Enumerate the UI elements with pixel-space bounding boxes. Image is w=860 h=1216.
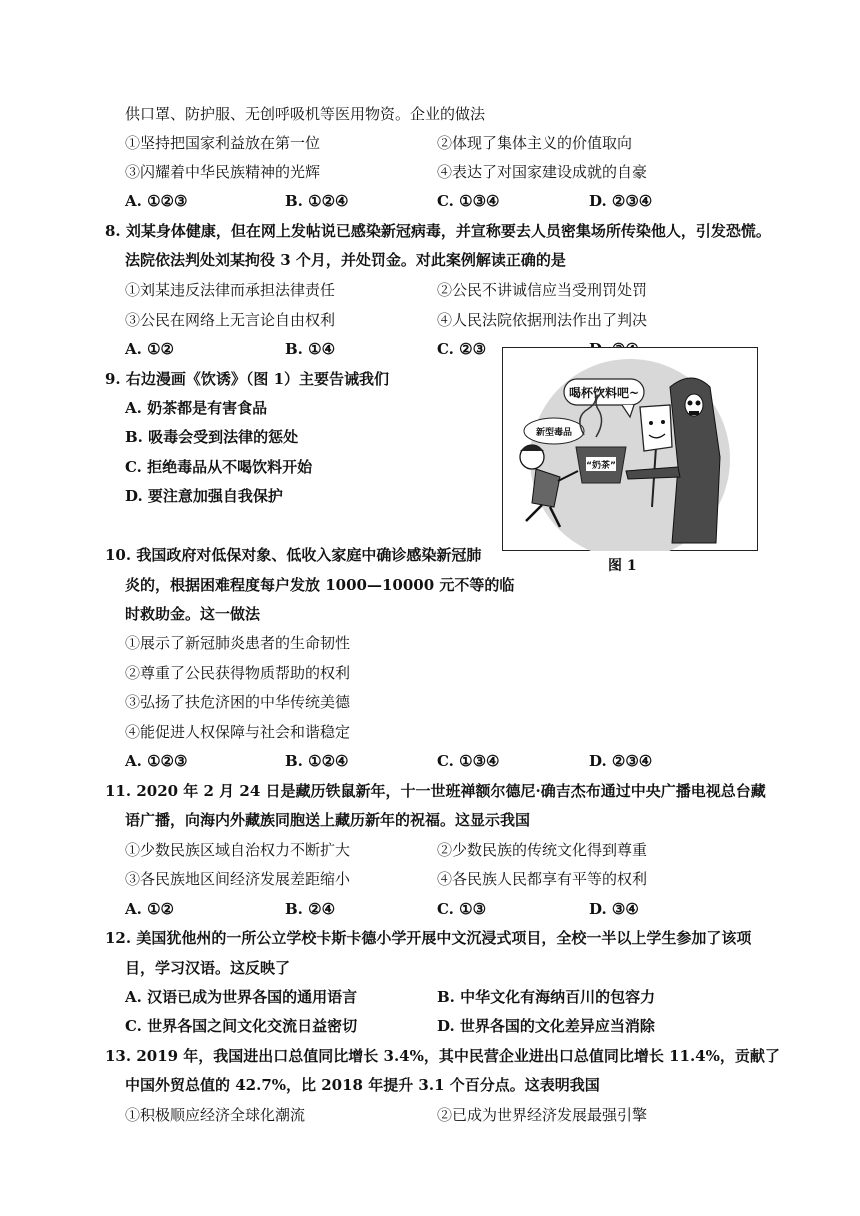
q10-option-2: ②尊重了公民获得物质帮助的权利 bbox=[125, 664, 351, 682]
q8-option-1: ①刘某违反法律而承担法律责任 bbox=[125, 281, 336, 299]
q12-stem-line2: 目，学习汉语。这反映了 bbox=[125, 959, 291, 977]
cartoon-figure bbox=[502, 347, 758, 551]
q7-option-3: ③闪耀着中华民族精神的光辉 bbox=[125, 163, 321, 181]
q8-stem-line2: 法院依法判处刘某拘役 3 个月，并处罚金。对此案例解读正确的是 bbox=[125, 251, 566, 269]
q8-option-4: ④人民法院依据刑法作出了判决 bbox=[437, 311, 648, 329]
q9-choice-c: C. 拒绝毒品从不喝饮料开始 bbox=[125, 458, 313, 476]
q10-choice-b: B. ①②④ bbox=[285, 752, 349, 770]
q10-choice-a: A. ①②③ bbox=[125, 752, 188, 770]
drug-label-text: 新型毒品 bbox=[535, 428, 573, 438]
q10-stem-line3: 时救助金。这一做法 bbox=[125, 605, 261, 623]
q11-choice-c: C. ①③ bbox=[437, 900, 487, 918]
q11-choice-d: D. ③④ bbox=[589, 900, 639, 918]
q10-choice-d: D. ②③④ bbox=[589, 752, 653, 770]
q8-option-2: ②公民不讲诚信应当受刑罚处罚 bbox=[437, 281, 648, 299]
q8-choice-a: A. ①② bbox=[125, 340, 174, 358]
q13-option-2: ②已成为世界经济发展最强引擎 bbox=[437, 1106, 648, 1124]
q7-choice-d: D. ②③④ bbox=[589, 192, 653, 210]
q11-option-3: ③各民族地区间经济发展差距缩小 bbox=[125, 870, 351, 888]
q12-stem-line1: 12. 美国犹他州的一所公立学校卡斯卡德小学开展中文沉浸式项目，全校一半以上学生参加了该项 bbox=[105, 929, 752, 947]
q7-option-2: ②体现了集体主义的价值取向 bbox=[437, 134, 633, 152]
q11-choice-b: B. ②④ bbox=[285, 900, 336, 918]
q9-choice-a: A. 奶茶都是有害食品 bbox=[125, 399, 268, 417]
q7-option-1: ①坚持把国家利益放在第一位 bbox=[125, 134, 321, 152]
q10-stem-line2: 炎的，根据困难程度每户发放 1000—10000 元不等的临 bbox=[125, 576, 515, 594]
cup-label-text: “奶茶” bbox=[586, 461, 616, 471]
q8-option-3: ③公民在网络上无言论自由权利 bbox=[125, 311, 336, 329]
q7-choice-c: C. ①③④ bbox=[437, 192, 500, 210]
q8-choice-c: C. ②③ bbox=[437, 340, 487, 358]
q9-stem: 9. 右边漫画《饮诱》（图 1）主要告诫我们 bbox=[105, 370, 390, 388]
q11-choice-a: A. ①② bbox=[125, 900, 174, 918]
q7-option-4: ④表达了对国家建设成就的自豪 bbox=[437, 163, 648, 181]
q7-stem-continued: 供口罩、防护服、无创呼吸机等医用物资。企业的做法 bbox=[125, 105, 486, 123]
q12-choice-d: D. 世界各国的文化差异应当消除 bbox=[437, 1017, 655, 1035]
q8-stem-line1: 8. 刘某身体健康，但在网上发帖说已感染新冠病毒，并宣称要去人员密集场所传染他人，引发恐慌。 bbox=[105, 222, 771, 240]
q7-choice-b: B. ①②④ bbox=[285, 192, 349, 210]
bubble-text: 喝杯饮料吧~ bbox=[568, 386, 640, 400]
figure-caption: 图 1 bbox=[608, 558, 637, 574]
q11-option-4: ④各民族人民都享有平等的权利 bbox=[437, 870, 648, 888]
q13-option-1: ①积极顺应经济全球化潮流 bbox=[125, 1106, 306, 1124]
q8-choice-b: B. ①④ bbox=[285, 340, 336, 358]
q13-stem-line1: 13. 2019 年，我国进出口总值同比增长 3.4%，其中民营企业进出口总值同比增长 11.4%，贡献了 bbox=[105, 1047, 780, 1065]
q11-option-1: ①少数民族区域自治权力不断扩大 bbox=[125, 841, 351, 859]
drug-label bbox=[524, 418, 584, 444]
q10-stem-line1: 10. 我国政府对低保对象、低收入家庭中确诊感染新冠肺 bbox=[105, 546, 482, 564]
q11-option-2: ②少数民族的传统文化得到尊重 bbox=[437, 841, 648, 859]
q12-choice-c: C. 世界各国之间文化交流日益密切 bbox=[125, 1017, 358, 1035]
q10-choice-c: C. ①③④ bbox=[437, 752, 500, 770]
q10-option-1: ①展示了新冠肺炎患者的生命韧性 bbox=[125, 634, 351, 652]
q12-choice-a: A. 汉语已成为世界各国的通用语言 bbox=[125, 988, 358, 1006]
q10-option-4: ④能促进人权保障与社会和谐稳定 bbox=[125, 723, 351, 741]
q13-stem-line2: 中国外贸总值的 42.7%，比 2018 年提升 3.1 个百分点。这表明我国 bbox=[125, 1076, 600, 1094]
q7-choice-a: A. ①②③ bbox=[125, 192, 188, 210]
q11-stem-line1: 11. 2020 年 2 月 24 日是藏历铁鼠新年，十一世班禅额尔德尼·确吉杰布通过中央广播电视总台藏 bbox=[105, 782, 766, 800]
q9-choice-d: D. 要注意加强自我保护 bbox=[125, 487, 283, 505]
q10-option-3: ③弘扬了扶危济困的中华传统美德 bbox=[125, 693, 351, 711]
q9-choice-b: B. 吸毒会受到法律的惩处 bbox=[125, 428, 299, 446]
q11-stem-line2: 语广播，向海内外藏族同胞送上藏历新年的祝福。这显示我国 bbox=[125, 811, 531, 829]
q12-choice-b: B. 中华文化有海纳百川的包容力 bbox=[437, 988, 656, 1006]
